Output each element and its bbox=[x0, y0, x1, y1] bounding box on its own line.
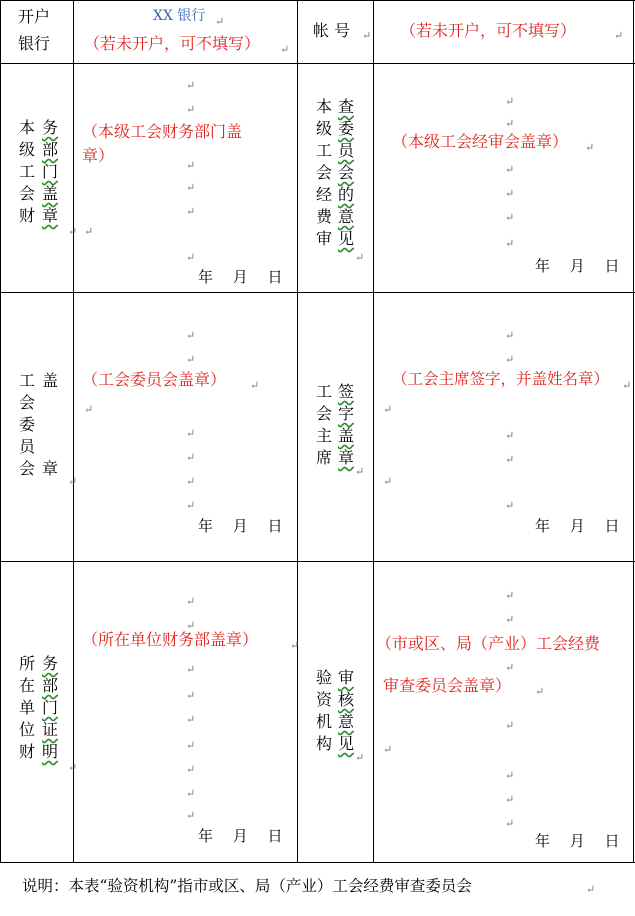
finance-dept-stamp-line2: 章） bbox=[82, 146, 115, 165]
char: 部 bbox=[41, 676, 58, 695]
char bbox=[41, 395, 59, 417]
char: 费 bbox=[315, 207, 332, 226]
paragraph-mark: ↵ bbox=[505, 187, 515, 200]
table-border-bottom bbox=[0, 862, 635, 863]
paragraph-mark: ↵ bbox=[186, 79, 196, 92]
char: 级 bbox=[315, 119, 332, 138]
char: 盖 bbox=[41, 371, 58, 390]
column-divider-1 bbox=[73, 0, 74, 863]
paragraph-mark: ↵ bbox=[186, 689, 196, 702]
paragraph-mark: ↵ bbox=[383, 475, 393, 488]
paragraph-mark: ↵ bbox=[186, 159, 196, 172]
union-committee-stamp: （工会委员会盖章） bbox=[82, 370, 227, 389]
paragraph-mark: ↵ bbox=[186, 619, 196, 632]
paragraph-mark: ↵ bbox=[186, 499, 196, 512]
char: 本 bbox=[18, 118, 35, 137]
char: 章 bbox=[41, 206, 58, 225]
account-label: 帐 号 bbox=[313, 21, 351, 40]
paragraph-mark: ↵ bbox=[614, 29, 624, 42]
bank-label-line1: 开户 bbox=[18, 7, 51, 26]
paragraph-mark: ↵ bbox=[505, 237, 515, 250]
audit-committee-label-col2 bbox=[337, 99, 355, 253]
table-border-right bbox=[633, 0, 634, 863]
paragraph-mark: ↵ bbox=[505, 817, 515, 830]
paragraph-mark: ↵ bbox=[505, 613, 515, 626]
char: 明 bbox=[41, 742, 58, 761]
paragraph-mark: ↵ bbox=[290, 639, 300, 652]
paragraph-mark: ↵ bbox=[250, 379, 260, 392]
paragraph-mark: ↵ bbox=[505, 661, 515, 674]
char: 资 bbox=[315, 690, 332, 709]
paragraph-mark: ↵ bbox=[186, 181, 196, 194]
paragraph-mark: ↵ bbox=[505, 589, 515, 602]
paragraph-mark: ↵ bbox=[505, 95, 515, 108]
char: 会 bbox=[337, 163, 354, 182]
char: 级 bbox=[18, 140, 35, 159]
paragraph-mark: ↵ bbox=[586, 883, 596, 896]
char: 员 bbox=[337, 141, 354, 160]
paragraph-mark: ↵ bbox=[68, 225, 78, 238]
table-border-left bbox=[0, 0, 1, 863]
char: 员 bbox=[18, 437, 35, 456]
bank-name: XX 银行 bbox=[153, 8, 206, 24]
char: 位 bbox=[18, 720, 35, 739]
char: 盖 bbox=[337, 426, 354, 445]
paragraph-mark: ↵ bbox=[622, 379, 632, 392]
char: 审 bbox=[337, 668, 354, 687]
column-divider-2 bbox=[297, 0, 298, 863]
paragraph-mark: ↵ bbox=[84, 403, 94, 416]
char: 构 bbox=[315, 734, 332, 753]
account-hint: （若未开户，可不填写） bbox=[400, 21, 577, 40]
paragraph-mark: ↵ bbox=[186, 427, 196, 440]
footnote: 说明：本表“验资机构”指市或区、局（产业）工会经费审查委员会 bbox=[22, 877, 472, 895]
column-divider-3 bbox=[373, 0, 374, 863]
char: 见 bbox=[337, 734, 354, 753]
char: 财 bbox=[18, 742, 35, 761]
paragraph-mark: ↵ bbox=[186, 103, 196, 116]
paragraph-mark: ↵ bbox=[355, 465, 365, 478]
paragraph-mark: ↵ bbox=[68, 475, 78, 488]
char: 会 bbox=[18, 184, 35, 203]
bank-label-line2: 银行 bbox=[18, 34, 51, 53]
paragraph-mark: ↵ bbox=[186, 763, 196, 776]
paragraph-mark: ↵ bbox=[505, 793, 515, 806]
paragraph-mark: ↵ bbox=[215, 15, 225, 28]
verification-body-label-col2 bbox=[337, 670, 355, 758]
char: 会 bbox=[18, 393, 35, 412]
paragraph-mark: ↵ bbox=[505, 353, 515, 366]
char: 委 bbox=[18, 415, 35, 434]
char: 核 bbox=[337, 690, 354, 709]
date-row4-right: 年 月 日 bbox=[535, 832, 620, 850]
paragraph-mark: ↵ bbox=[505, 453, 515, 466]
paragraph-mark: ↵ bbox=[186, 451, 196, 464]
verification-body-label-col1 bbox=[315, 670, 333, 758]
paragraph-mark: ↵ bbox=[505, 163, 515, 176]
char: 门 bbox=[41, 698, 58, 717]
union-committee-label-col1 bbox=[18, 373, 36, 483]
char: 务 bbox=[41, 654, 58, 673]
bank-hint: （若未开户，可不填写） bbox=[84, 34, 261, 53]
char: 查 bbox=[337, 97, 354, 116]
paragraph-mark: ↵ bbox=[186, 713, 196, 726]
char: 经 bbox=[315, 185, 332, 204]
paragraph-mark: ↵ bbox=[505, 429, 515, 442]
paragraph-mark: ↵ bbox=[383, 743, 393, 756]
date-row3-right: 年 月 日 bbox=[535, 517, 620, 535]
char: 审 bbox=[315, 229, 332, 248]
audit-committee-stamp-line1: （市或区、局（产业）工会经费 bbox=[376, 634, 601, 653]
audit-committee-label-col1 bbox=[315, 99, 333, 253]
paragraph-mark: ↵ bbox=[186, 329, 196, 342]
chairman-label-col1 bbox=[315, 384, 333, 472]
char: 务 bbox=[41, 118, 58, 137]
audit-committee-stamp-line2: 审查委员会盖章） bbox=[383, 676, 512, 695]
char: 工 bbox=[18, 162, 35, 181]
paragraph-mark: ↵ bbox=[505, 719, 515, 732]
date-row3-left: 年 月 日 bbox=[198, 517, 283, 535]
audit-committee-stamp: （本级工会经审会盖章） bbox=[392, 132, 569, 151]
char: 主 bbox=[315, 426, 332, 445]
date-row4-left: 年 月 日 bbox=[198, 827, 283, 845]
finance-dept-stamp-line1: （本级工会财务部门盖 bbox=[82, 122, 243, 141]
finance-dept-label-col2 bbox=[41, 120, 59, 230]
char: 章 bbox=[41, 459, 58, 478]
paragraph-mark: ↵ bbox=[186, 205, 196, 218]
paragraph-mark: ↵ bbox=[355, 751, 365, 764]
char: 席 bbox=[315, 448, 332, 467]
paragraph-mark: ↵ bbox=[186, 787, 196, 800]
paragraph-mark: ↵ bbox=[186, 251, 196, 264]
paragraph-mark: ↵ bbox=[505, 117, 515, 130]
char: 字 bbox=[337, 404, 354, 423]
char: 证 bbox=[41, 720, 58, 739]
paragraph-mark: ↵ bbox=[186, 353, 196, 366]
chairman-signature-stamp: （工会主席签字，并盖姓名章） bbox=[392, 370, 610, 388]
paragraph-mark: ↵ bbox=[186, 809, 196, 822]
paragraph-mark: ↵ bbox=[505, 769, 515, 782]
table-border-top bbox=[0, 0, 635, 1]
paragraph-mark: ↵ bbox=[68, 761, 78, 774]
paragraph-mark: ↵ bbox=[186, 595, 196, 608]
paragraph-mark: ↵ bbox=[535, 685, 545, 698]
char: 门 bbox=[41, 162, 58, 181]
paragraph-mark: ↵ bbox=[84, 225, 94, 238]
char: 本 bbox=[315, 97, 332, 116]
row-divider-2 bbox=[0, 292, 635, 293]
paragraph-mark: ↵ bbox=[186, 663, 196, 676]
char: 会 bbox=[315, 404, 332, 423]
employer-finance-stamp: （所在单位财务部盖章） bbox=[82, 630, 259, 649]
char: 意 bbox=[337, 207, 354, 226]
char: 章 bbox=[337, 448, 354, 467]
char: 工 bbox=[315, 141, 332, 160]
char: 盖 bbox=[41, 184, 58, 203]
paragraph-mark: ↵ bbox=[585, 141, 595, 154]
date-row2-right: 年 月 日 bbox=[535, 257, 620, 275]
char: 财 bbox=[18, 206, 35, 225]
finance-dept-label-col1 bbox=[18, 120, 36, 230]
paragraph-mark: ↵ bbox=[280, 43, 290, 56]
char: 会 bbox=[18, 459, 35, 478]
date-row2-left: 年 月 日 bbox=[198, 268, 283, 286]
char: 机 bbox=[315, 712, 332, 731]
char: 见 bbox=[337, 229, 354, 248]
paragraph-mark: ↵ bbox=[505, 499, 515, 512]
row-divider-1 bbox=[0, 63, 635, 64]
paragraph-mark: ↵ bbox=[186, 475, 196, 488]
char bbox=[41, 439, 59, 461]
char: 签 bbox=[337, 382, 354, 401]
char: 在 bbox=[18, 676, 35, 695]
employer-finance-label-col2 bbox=[41, 656, 59, 766]
employer-finance-label-col1 bbox=[18, 656, 36, 766]
char: 会 bbox=[315, 163, 332, 182]
paragraph-mark: ↵ bbox=[505, 329, 515, 342]
paragraph-mark: ↵ bbox=[505, 211, 515, 224]
char bbox=[41, 417, 59, 439]
char: 工 bbox=[18, 371, 35, 390]
char: 的 bbox=[337, 185, 354, 204]
char: 验 bbox=[315, 668, 332, 687]
char: 意 bbox=[337, 712, 354, 731]
paragraph-mark: ↵ bbox=[355, 251, 365, 264]
paragraph-mark: ↵ bbox=[362, 29, 372, 42]
row-divider-3 bbox=[0, 561, 635, 562]
char: 单 bbox=[18, 698, 35, 717]
paragraph-mark: ↵ bbox=[383, 403, 393, 416]
char: 委 bbox=[337, 119, 354, 138]
union-committee-label-col2 bbox=[41, 373, 59, 483]
paragraph-mark: ↵ bbox=[186, 739, 196, 752]
char: 工 bbox=[315, 382, 332, 401]
char: 所 bbox=[18, 654, 35, 673]
char: 部 bbox=[41, 140, 58, 159]
chairman-label-col2 bbox=[337, 384, 355, 472]
